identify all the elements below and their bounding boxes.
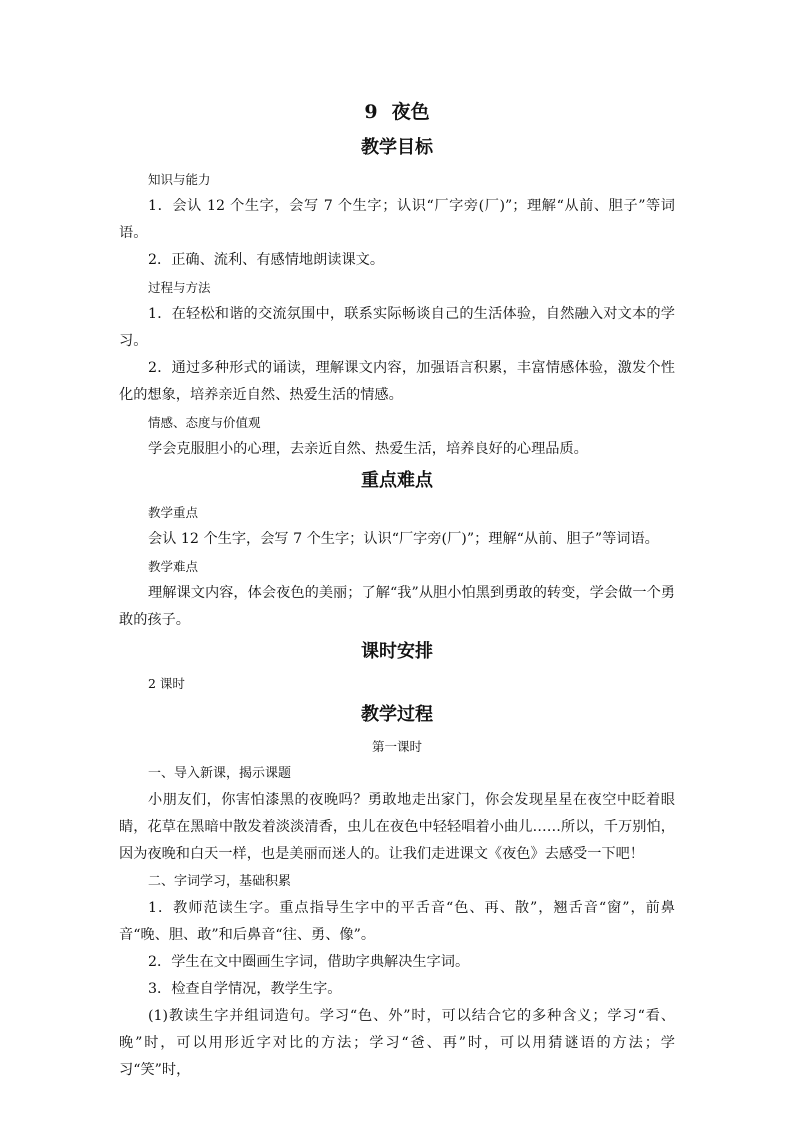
section-heading-process: 教学过程 (361, 704, 433, 725)
subheading-process: 过程与方法 (148, 280, 211, 295)
step2-title: 二、字词学习，基础积累 (148, 874, 292, 889)
lesson-period: 第一课时 (371, 739, 422, 754)
lesson-number: 9 (364, 101, 378, 123)
focus-text: 会认 12 个生字，会写 7 个生字；认识“厂字旁(厂)”；理解“从前、胆子”等词语。 (148, 531, 659, 547)
section-heading-schedule: 课时安排 (361, 641, 433, 662)
schedule-text: 2 课时 (148, 676, 185, 691)
step2-item-2: 2．学生在文中圈画生字词，借助字典解决生字词。 (148, 954, 470, 970)
lesson-title-text: 夜色 (391, 101, 430, 123)
lesson-title (119, 94, 675, 130)
step2-item-1: 1．教师范读生字。重点指导生字中的平舌音“色、再、散”，翘舌音“窗”，前鼻音“晚、胆、敢”和后鼻音“往、勇、像”。 (119, 900, 675, 943)
attitude-text: 学会克服胆小的心理，去亲近自然、热爱生活，培养良好的心理品质。 (148, 441, 588, 457)
step2-item-4: (1)教读生字并组词造句。学习“色、外”时，可以结合它的多种含义；学习“看、晚”时，可以用形近字对比的方法；学习“爸、再”时，可以用猜谜语的方法；学习“笑”时， (119, 1008, 675, 1078)
step2-item-3: 3．检查自学情况，教学生字。 (148, 981, 342, 997)
process-item-2: 2．通过多种形式的诵读，理解课文内容，加强语言积累，丰富情感体验，激发个性化的想象，培养亲近自然、热爱生活的情感。 (119, 360, 675, 403)
process-item-1: 1．在轻松和谐的交流氛围中，联系实际畅谈自己的生活体验，自然融入对文本的学习。 (119, 306, 675, 349)
subheading-difficulty: 教学难点 (148, 559, 199, 574)
difficulty-text: 理解课文内容，体会夜色的美丽；了解“我”从胆小怕黑到勇敢的转变，学会做一个勇敢的孩子。 (119, 585, 675, 628)
subheading-focus: 教学重点 (148, 505, 199, 520)
knowledge-item-1: 1．会认 12 个生字，会写 7 个生字；认识“厂字旁(厂)”；理解“从前、胆子”等词语。 (119, 198, 675, 241)
knowledge-item-2: 2．正确、流利、有感情地朗读课文。 (148, 252, 385, 268)
subheading-knowledge: 知识与能力 (148, 172, 211, 187)
document-page (119, 94, 675, 1084)
step1-title: 一、导入新课，揭示课题 (148, 766, 292, 781)
subheading-attitude: 情感、态度与价值观 (148, 415, 261, 430)
step1-text: 小朋友们，你害怕漆黑的夜晚吗？勇敢地走出家门，你会发现星星在夜空中眨着眼睛，花草在黑暗中散发着淡淡清香，虫儿在夜色中轻轻唱着小曲儿……所以，千万别怕，因为夜晚和白天一样，也是美丽而迷人的。让我们走进课文《夜色》去感受一下吧！ (119, 792, 675, 862)
section-heading-objectives: 教学目标 (361, 137, 433, 158)
section-heading-key-points: 重点难点 (361, 470, 433, 491)
